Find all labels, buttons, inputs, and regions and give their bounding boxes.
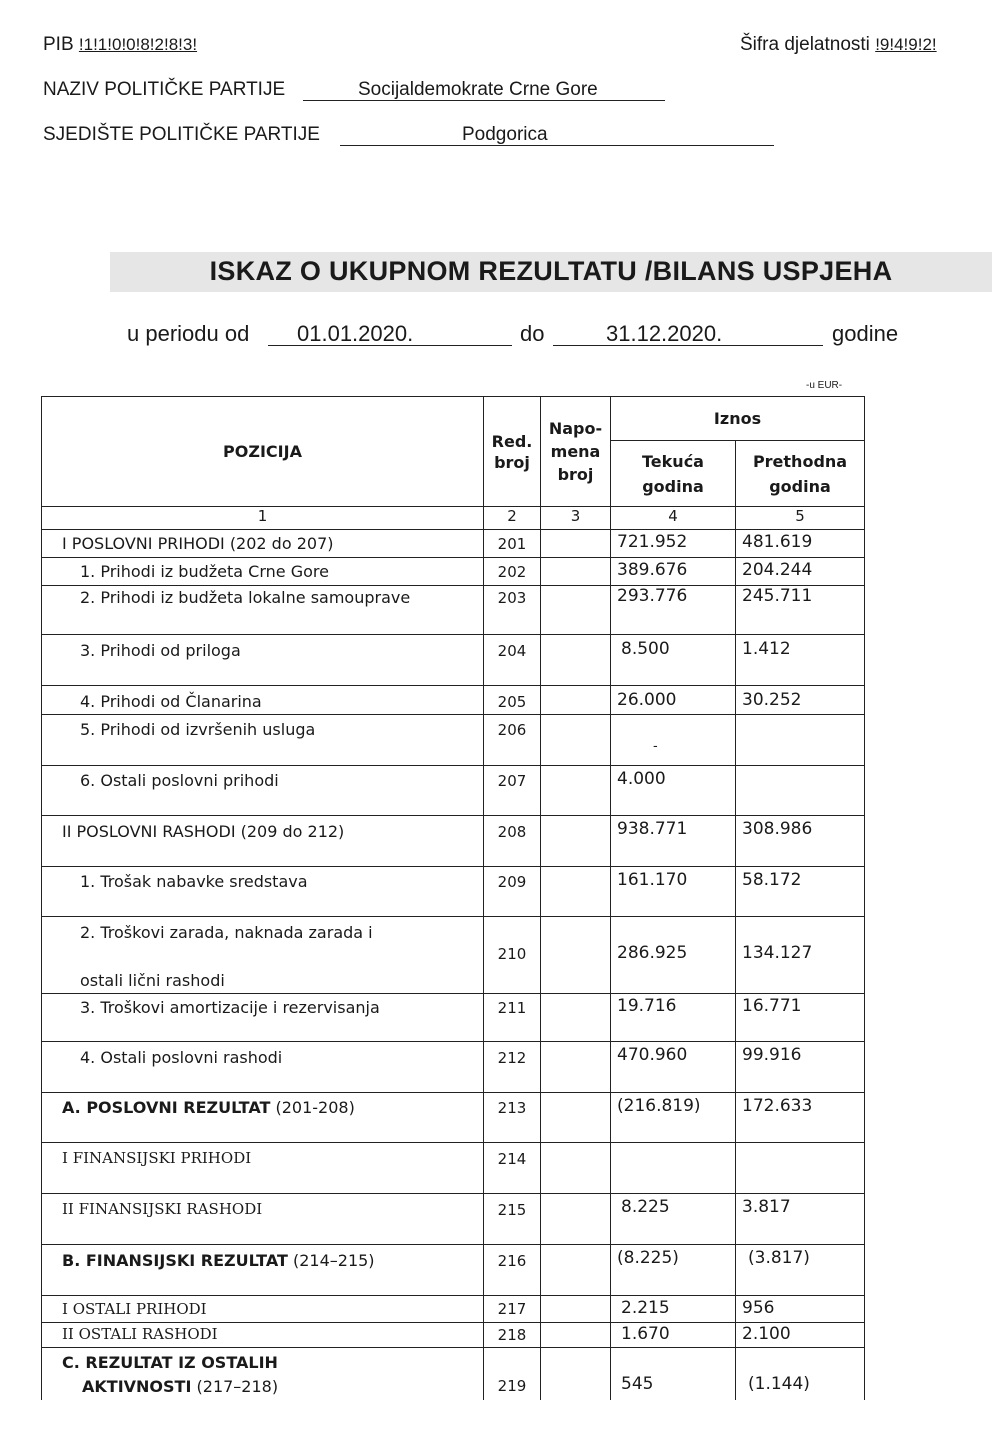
sifra-value: !9!4!9!2! [875, 35, 937, 54]
pib-value: !1!1!0!0!8!2!8!3! [78, 35, 198, 54]
row-tekuca: 26.000 [611, 686, 736, 715]
row-napomena [541, 715, 611, 766]
row-tekuca: 19.716 [611, 994, 736, 1042]
row-red-broj: 218 [484, 1323, 541, 1348]
row-red-broj: 213 [484, 1093, 541, 1143]
row-tekuca: 8.225 [611, 1194, 736, 1245]
row-red-broj: 216 [484, 1245, 541, 1296]
colnum-1: 1 [42, 507, 484, 530]
pib-label: PIB [43, 34, 74, 55]
sifra-line [740, 34, 937, 56]
table-row [42, 1323, 865, 1348]
table-row [42, 917, 865, 994]
row-prethodna: 2.100 [736, 1323, 865, 1348]
row-napomena [541, 994, 611, 1042]
row-prethodna: 134.127 [736, 917, 865, 994]
row-prethodna [736, 715, 865, 766]
col-napomena-header: Napo- mena broj [541, 397, 611, 507]
row-tekuca: 4.000 [611, 766, 736, 816]
row-red-broj: 205 [484, 686, 541, 715]
row-tekuca: 721.952 [611, 530, 736, 558]
table-row [42, 1093, 865, 1143]
row-napomena [541, 867, 611, 917]
row-label [42, 1245, 484, 1296]
row-label-rest: (214–215) [292, 1251, 375, 1270]
row-tekuca: 1.670 [611, 1323, 736, 1348]
row-label-bold2: AKTIVNOSTI [82, 1377, 192, 1396]
row-label-bold: B. FINANSIJSKI REZULTAT [62, 1251, 288, 1270]
row-label: 5. Prihodi od izvršenih usluga [42, 715, 484, 766]
row-label: II FINANSIJSKI RASHODI [42, 1194, 484, 1245]
sjediste-underline [340, 145, 774, 146]
row-label: II OSTALI RASHODI [42, 1323, 484, 1348]
row-red-broj: 204 [484, 635, 541, 686]
row-label: I FINANSIJSKI PRIHODI [42, 1143, 484, 1194]
colnum-2: 2 [484, 507, 541, 530]
row-napomena [541, 1296, 611, 1323]
row-label [42, 917, 484, 994]
table-row [42, 994, 865, 1042]
row-label-rest: (201-208) [275, 1098, 355, 1117]
row-napomena [541, 917, 611, 994]
table-row [42, 1296, 865, 1323]
row-napomena [541, 635, 611, 686]
row-red-broj: 219 [484, 1348, 541, 1400]
col-iznos-header: Iznos [611, 397, 865, 441]
row-label: 4. Ostali poslovni rashodi [42, 1042, 484, 1093]
table-row [42, 867, 865, 917]
period-prefix: u periodu od [127, 321, 250, 346]
table-row [42, 766, 865, 816]
row-red-broj: 207 [484, 766, 541, 816]
row-prethodna: 481.619 [736, 530, 865, 558]
col-pozicija-header: POZICIJA [42, 397, 484, 507]
row-tekuca: 161.170 [611, 867, 736, 917]
col-tekuca-header: Tekuća godina [611, 441, 736, 507]
row-tekuca: 286.925 [611, 917, 736, 994]
page-title: ISKAZ O UKUPNOM REZULTATU /BILANS USPJEHA [209, 256, 893, 286]
row-napomena [541, 1323, 611, 1348]
row-napomena [541, 816, 611, 867]
table-row [42, 635, 865, 686]
col-prethodna-header: Prethodna godina [736, 441, 865, 507]
income-statement-table [41, 396, 865, 1400]
table-row [42, 1042, 865, 1093]
row-label: I POSLOVNI PRIHODI (202 do 207) [42, 530, 484, 558]
row-prethodna: 308.986 [736, 816, 865, 867]
row-napomena [541, 1348, 611, 1400]
row-prethodna: 3.817 [736, 1194, 865, 1245]
row-prethodna: (3.817) [736, 1245, 865, 1296]
row-prethodna [736, 766, 865, 816]
row-tekuca: 8.500 [611, 635, 736, 686]
row-prethodna: 30.252 [736, 686, 865, 715]
row-label-line2: ostali lični rashodi [80, 971, 225, 990]
row-red-broj: 217 [484, 1296, 541, 1323]
colnum-3: 3 [541, 507, 611, 530]
row-label-line1: 2. Troškovi zarada, naknada zarada i [80, 923, 373, 942]
row-napomena [541, 1143, 611, 1194]
row-prethodna: 99.916 [736, 1042, 865, 1093]
row-red-broj: 201 [484, 530, 541, 558]
period-to: 31.12.2020. [606, 321, 723, 346]
row-red-broj: 210 [484, 917, 541, 994]
row-prethodna: (1.144) [736, 1348, 865, 1400]
table-row [42, 586, 865, 635]
row-prethodna: 245.711 [736, 586, 865, 635]
sjediste-label: SJEDIŠTE POLITIČKE PARTIJE [43, 124, 320, 145]
row-napomena [541, 530, 611, 558]
row-tekuca: - [611, 715, 736, 766]
row-prethodna: 172.633 [736, 1093, 865, 1143]
sjediste-value: Podgorica [462, 124, 548, 145]
row-tekuca: 389.676 [611, 558, 736, 586]
row-prethodna: 956 [736, 1296, 865, 1323]
table-row [42, 715, 865, 766]
row-label: 1. Trošak nabavke sredstava [42, 867, 484, 917]
row-label-rest: (217–218) [196, 1377, 279, 1396]
row-tekuca: (216.819) [611, 1093, 736, 1143]
row-napomena [541, 1042, 611, 1093]
row-tekuca: 938.771 [611, 816, 736, 867]
row-label: 3. Troškovi amortizacije i rezervisanja [42, 994, 484, 1042]
row-label-bold: A. POSLOVNI REZULTAT [62, 1098, 271, 1117]
column-number-row [42, 507, 865, 530]
table-row [42, 816, 865, 867]
row-tekuca: (8.225) [611, 1245, 736, 1296]
row-prethodna: 16.771 [736, 994, 865, 1042]
naziv-value: Socijaldemokrate Crne Gore [358, 79, 598, 100]
row-label-bold: C. REZULTAT IZ OSTALIH [62, 1353, 278, 1372]
row-napomena [541, 586, 611, 635]
row-red-broj: 211 [484, 994, 541, 1042]
row-prethodna: 58.172 [736, 867, 865, 917]
table-row [42, 1245, 865, 1296]
row-tekuca: 470.960 [611, 1042, 736, 1093]
sifra-label: Šifra djelatnosti [740, 34, 870, 55]
colnum-5: 5 [736, 507, 865, 530]
row-tekuca: 293.776 [611, 586, 736, 635]
period-from: 01.01.2020. [297, 321, 414, 346]
row-label: 6. Ostali poslovni prihodi [42, 766, 484, 816]
row-prethodna: 1.412 [736, 635, 865, 686]
row-napomena [541, 558, 611, 586]
table-row [42, 686, 865, 715]
row-tekuca: 545 [611, 1348, 736, 1400]
row-red-broj: 206 [484, 715, 541, 766]
row-label [42, 1093, 484, 1143]
row-label: II POSLOVNI RASHODI (209 do 212) [42, 816, 484, 867]
row-label: 1. Prihodi iz budžeta Crne Gore [42, 558, 484, 586]
row-red-broj: 215 [484, 1194, 541, 1245]
row-napomena [541, 1245, 611, 1296]
naziv-label: NAZIV POLITIČKE PARTIJE [43, 79, 286, 100]
period-mid: do [520, 321, 545, 346]
row-prethodna [736, 1143, 865, 1194]
row-red-broj: 208 [484, 816, 541, 867]
row-napomena [541, 766, 611, 816]
currency-note: -u EUR- [806, 380, 843, 391]
table-row [42, 530, 865, 558]
table-row [42, 1348, 865, 1400]
row-label: 4. Prihodi od Članarina [42, 686, 484, 715]
row-label: I OSTALI PRIHODI [42, 1296, 484, 1323]
row-red-broj: 214 [484, 1143, 541, 1194]
colnum-4: 4 [611, 507, 736, 530]
row-napomena [541, 686, 611, 715]
col-red-header: Red. broj [484, 397, 541, 507]
period-suffix: godine [832, 321, 899, 346]
row-tekuca [611, 1143, 736, 1194]
row-red-broj: 209 [484, 867, 541, 917]
table-row [42, 1194, 865, 1245]
row-tekuca: 2.215 [611, 1296, 736, 1323]
table-row [42, 558, 865, 586]
row-label: 3. Prihodi od priloga [42, 635, 484, 686]
row-red-broj: 203 [484, 586, 541, 635]
row-label [42, 1348, 484, 1400]
row-napomena [541, 1194, 611, 1245]
row-napomena [541, 1093, 611, 1143]
row-red-broj: 202 [484, 558, 541, 586]
pib-line [43, 34, 197, 56]
row-red-broj: 212 [484, 1042, 541, 1093]
row-prethodna: 204.244 [736, 558, 865, 586]
table-row [42, 1143, 865, 1194]
row-label: 2. Prihodi iz budžeta lokalne samouprave [42, 586, 484, 635]
